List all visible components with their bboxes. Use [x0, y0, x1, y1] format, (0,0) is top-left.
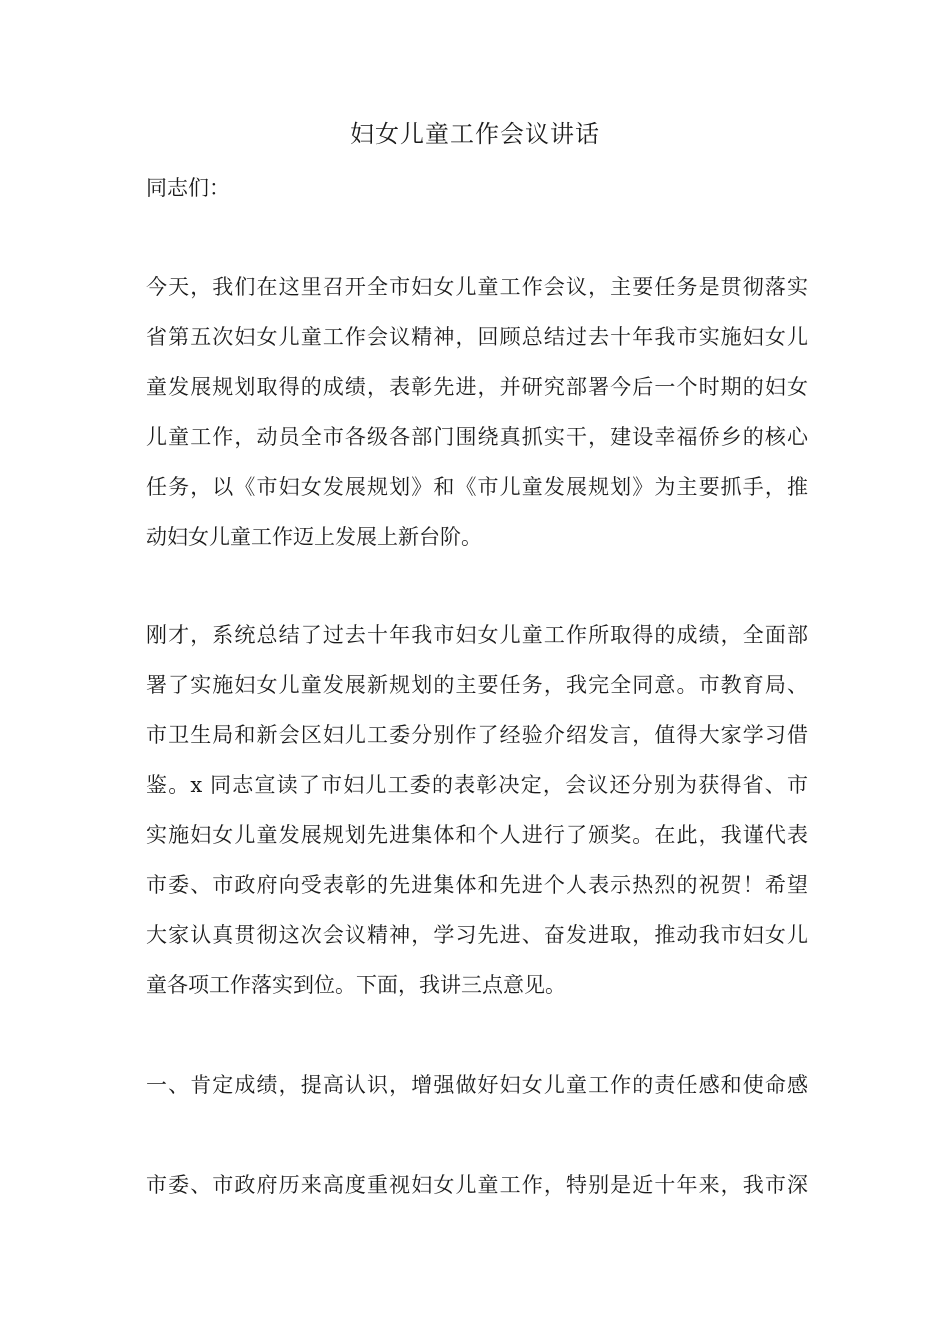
greeting: 同志们：: [146, 176, 230, 200]
paragraph-line: 省第五次妇女儿童工作会议精神，回顾总结过去十年我市实施妇女儿: [146, 325, 808, 349]
document-title: 妇女儿童工作会议讲话: [350, 120, 600, 148]
paragraph-line: 鉴。x 同志宣读了市妇儿工委的表彰决定，会议还分别为获得省、市: [146, 773, 808, 797]
paragraph-line: 市委、市政府历来高度重视妇女儿童工作，特别是近十年来，我市深: [146, 1173, 808, 1197]
paragraph-line: 实施妇女儿童发展规划先进集体和个人进行了颁奖。在此，我谨代表: [146, 823, 808, 847]
paragraph-line: 动妇女儿童工作迈上发展上新台阶。: [146, 525, 482, 549]
section-heading-text: 一、肯定成绩，提高认识，增强做好妇女儿童工作的责任感和使命感: [146, 1073, 808, 1097]
paragraph-line: 今天，我们在这里召开全市妇女儿童工作会议，主要任务是贯彻落实: [146, 275, 808, 299]
paragraph-line: 市卫生局和新会区妇儿工委分别作了经验介绍发言，值得大家学习借: [146, 723, 808, 747]
paragraph-3: [146, 1160, 808, 1210]
paragraph-line: 任务，以《市妇女发展规划》和《市儿童发展规划》为主要抓手，推: [146, 475, 808, 499]
paragraph-line: 童发展规划取得的成绩，表彰先进，并研究部署今后一个时期的妇女: [146, 375, 808, 399]
paragraph-line: 刚才，系统总结了过去十年我市妇女儿童工作所取得的成绩，全面部: [146, 623, 808, 647]
paragraph-line: 大家认真贯彻这次会议精神，学习先进、奋发进取，推动我市妇女儿: [146, 923, 808, 947]
paragraph-line: 署了实施妇女儿童发展新规划的主要任务，我完全同意。市教育局、: [146, 673, 808, 697]
paragraph-line: 儿童工作，动员全市各级各部门围绕真抓实干，建设幸福侨乡的核心: [146, 425, 808, 449]
paragraph-2: [146, 610, 808, 1010]
section-heading-1: [146, 1060, 808, 1110]
paragraph-1: [146, 262, 808, 562]
paragraph-line: 童各项工作落实到位。下面，我讲三点意见。: [146, 973, 566, 997]
paragraph-line: 市委、市政府向受表彰的先进集体和先进个人表示热烈的祝贺！希望: [146, 873, 808, 897]
